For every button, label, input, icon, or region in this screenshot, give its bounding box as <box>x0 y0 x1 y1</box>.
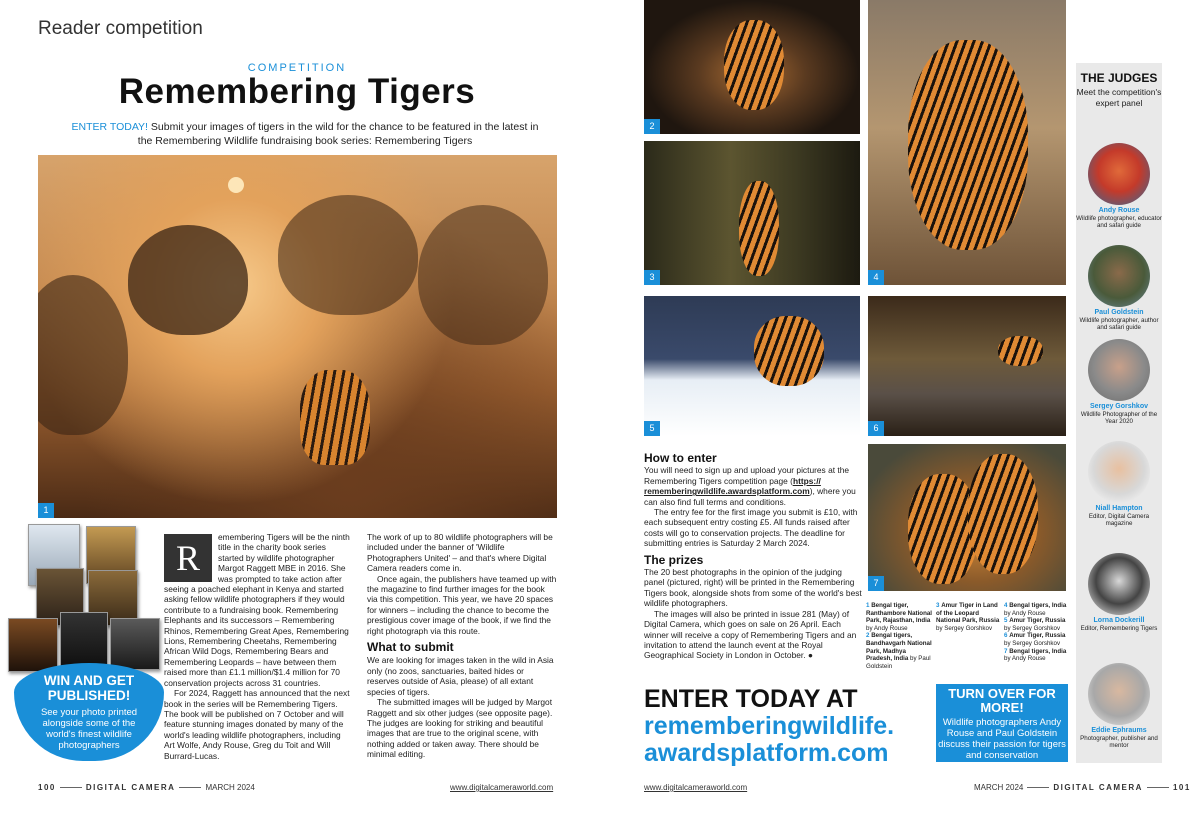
caption-column <box>936 602 1002 632</box>
subheading: The prizes <box>644 552 704 567</box>
tiger-photo <box>644 141 860 285</box>
competition-link[interactable]: https:// rememberingwildlife.awardsplatform.com <box>644 475 821 497</box>
subheading: How to enter <box>644 451 717 465</box>
text-run: ), where you can also find full terms and conditions. <box>644 486 856 507</box>
judge <box>1076 245 1162 331</box>
standfirst-accent: ENTER TODAY! <box>71 121 148 133</box>
judge-name: Niall Hampton <box>1095 505 1143 512</box>
caption-title: Bengal tigers, India <box>1009 647 1067 655</box>
enter-today-callout <box>644 686 964 767</box>
judge-name: Lorna Dockerill <box>1093 617 1145 624</box>
tiger-photo <box>868 296 1066 436</box>
tiger-photo <box>868 0 1066 285</box>
tiger-shape <box>739 181 779 276</box>
standfirst-text: Submit your images of tigers in the wild for the chance to be featured in the latest in the Remembering Wildlife fundraising book series: Remembering Tigers <box>137 121 539 147</box>
text-run: You will need to sign up and upload your pictures at the Remembering Tigers competition page ( <box>644 465 850 486</box>
right-page <box>600 0 1200 814</box>
folio-url-right <box>644 783 747 792</box>
tiger-shape <box>724 20 784 110</box>
caption-number: 3 <box>936 602 940 609</box>
caption <box>866 602 932 632</box>
magazine-name: DIGITAL CAMERA <box>1053 783 1143 792</box>
tree-shape <box>418 205 548 345</box>
photo-number: 7 <box>868 576 884 591</box>
caption-credit: by Andy Rouse <box>1004 655 1046 663</box>
tree-shape <box>128 225 248 335</box>
website-link[interactable]: www.digitalcameraworld.com <box>644 783 748 792</box>
caption-number: 2 <box>866 632 870 640</box>
caption <box>1004 648 1070 663</box>
body-paragraph: We are looking for images taken in the wild in Asia only (no zoos, sanctuaries, baited hides or reserves outside of Asia, please) of all extant species of tigers. <box>367 655 554 697</box>
folio-left <box>38 783 255 792</box>
body-paragraph: Once again, the publishers have teamed up with the magazine to find further images for the book via this competition. This year, we have 20 spaces for winners – including the chance to become the prestigious cover image of the book, if we find the right photograph via this route. <box>367 573 557 636</box>
badge-text: See your photo printed alongside some of the world's finest wildlife photographers <box>40 707 138 751</box>
caption-column <box>1004 602 1070 663</box>
judges-title: THE JUDGES <box>1080 71 1158 85</box>
body-column-1 <box>164 532 350 761</box>
photo-number: 1 <box>38 503 54 518</box>
caption <box>1004 617 1070 632</box>
photo-number: 6 <box>868 421 884 436</box>
caption <box>936 602 1002 632</box>
photo-number: 3 <box>644 270 660 285</box>
book-cover <box>8 618 58 672</box>
headline: Remembering Tigers <box>118 72 476 111</box>
enter-url-line-2[interactable]: awardsplatform.com <box>644 739 889 767</box>
body-paragraph: The submitted images will be judged by Margot Raggett and six other judges (see opposite page). The judges are looking for striking and beautiful images that are true to the original scene, with nothing added or taken away. There should be minimal editing. <box>367 697 553 760</box>
judge-avatar <box>1088 553 1150 615</box>
caption-credit: by Sergey Gorshkov <box>1004 624 1061 632</box>
body-column-2 <box>367 532 557 760</box>
judge-avatar <box>1088 441 1150 503</box>
caption-title: Bengal tigers, India <box>1009 602 1067 609</box>
tree-shape <box>278 195 418 315</box>
tiger-photo <box>644 0 860 134</box>
website-link[interactable]: www.digitalcameraworld.com <box>450 783 554 792</box>
caption-credit: by Sergey Gorshkov <box>1004 639 1061 647</box>
tiger-photo <box>644 296 860 436</box>
judge-role: Editor, Digital Camera magazine <box>1088 513 1150 528</box>
judges-subtitle: Meet the competition's expert panel <box>1076 87 1162 108</box>
caption-title: Bengal tigers, Bandhavgarh National Park, Madhya Pradesh, India <box>866 632 932 663</box>
caption-credit: by Paul Goldstein <box>866 655 931 670</box>
book-cover <box>60 612 108 670</box>
judge-avatar <box>1088 339 1150 401</box>
caption-number: 6 <box>1004 632 1008 640</box>
caption <box>1004 632 1070 647</box>
body-paragraph: The 20 best photographs in the opinion of the judging panel (pictured, right) will be printed in the Remembering Tigers book, alongside shots from some of the world's best wildlife photographers. <box>644 567 862 609</box>
judge <box>1076 143 1162 229</box>
judge <box>1076 663 1162 749</box>
body-paragraph: emembering Tigers will be the ninth title in the charity book series started by wildlife photographer Margot Raggett MBE in 2016. She was prompted to take action after seeing a poached elephant in Kenya and started asking fellow wildlife photographers if they would contribute to a fundraising book. Remembering Elephants and its successors – Remembering Rhinos, Remembering Great Apes, Remembering Lions, Remembering Cheetahs, Remembering African Wild Dogs, Remembering Bears and Remembering Leopards – have between them raised more than £1.1 million/$1.4 million for 70 conservation projects across 31 countries. <box>164 532 350 688</box>
win-badge <box>14 663 164 761</box>
how-to-enter <box>644 453 862 661</box>
caption-number: 5 <box>1004 617 1008 625</box>
judge-avatar <box>1088 143 1150 205</box>
judge <box>1076 339 1162 425</box>
tiger-shape <box>754 316 824 386</box>
body-paragraph: The entry fee for the first image you submit is £10, with each subsequent entry costing £5. All funds raised after costs will go to conservation projects. The deadline for submitting entries is Saturday 2 March 2024. <box>644 507 858 549</box>
judge-name: Sergey Gorshkov <box>1090 403 1148 410</box>
judge-role: Wildlife Photographer of the Year 2020 <box>1080 411 1158 426</box>
judge-role: Wildlife photographer, educator and safari guide <box>1076 215 1162 230</box>
caption-number: 7 <box>1004 647 1008 655</box>
caption-column <box>866 602 932 670</box>
subheading: What to submit <box>367 640 454 655</box>
page-number: 100 <box>38 783 56 792</box>
enter-url-line-1[interactable]: rememberingwildlife. <box>644 712 895 740</box>
caption <box>1004 602 1070 617</box>
caption-number: 4 <box>1004 602 1008 609</box>
body-paragraph <box>644 465 862 507</box>
judge-name: Paul Goldstein <box>1094 309 1144 316</box>
sun-shape <box>228 177 244 193</box>
judge <box>1076 441 1162 527</box>
judge-name: Andy Rouse <box>1098 207 1140 214</box>
badge-title: WIN AND GET PUBLISHED! <box>43 673 135 703</box>
main-tiger-photo <box>38 155 557 518</box>
caption <box>866 632 932 670</box>
standfirst <box>70 120 540 148</box>
caption-title: Bengal tiger, Ranthambore National Park, Rajasthan, India <box>866 602 933 625</box>
issue-date: MARCH 2024 <box>974 783 1024 792</box>
photo-number: 5 <box>644 421 660 436</box>
photo-number: 4 <box>868 270 884 285</box>
section-label: Reader competition <box>38 18 203 39</box>
caption-title: Amur Tiger in Land of the Leopard National Park, Russia <box>936 602 1000 625</box>
caption-number: 1 <box>866 602 870 609</box>
folio-url-left <box>450 783 553 792</box>
judge-avatar <box>1088 663 1150 725</box>
tiger-shape <box>300 370 370 465</box>
turn-over-text: Wildlife photographers Andy Rouse and Paul Goldstein discuss their passion for tigers and conservation <box>938 717 1066 761</box>
caption-credit: by Sergey Gorshkov <box>936 624 993 632</box>
body-paragraph: The work of up to 80 wildlife photographers will be included under the banner of 'Wildlife Photographers United' – and that's where Digital Camera readers come in. <box>367 532 553 574</box>
turn-over-title: TURN OVER FOR MORE! <box>948 686 1056 715</box>
photo-number: 2 <box>644 119 660 134</box>
book-covers <box>2 522 162 672</box>
tiger-shape <box>968 454 1038 574</box>
caption-title: Amur Tiger, Russia <box>1009 617 1066 625</box>
judge-role: Wildlife photographer, author and safari guide <box>1079 317 1159 332</box>
judge-role: Editor, Remembering Tigers <box>1080 625 1158 632</box>
judge <box>1076 553 1162 632</box>
folio-right <box>974 783 1191 792</box>
tree-shape <box>38 275 128 435</box>
caption-credit: by Andy Rouse <box>1004 609 1046 617</box>
caption-credit: by Andy Rouse <box>866 624 908 632</box>
body-paragraph: For 2024, Raggett has announced that the next book in the series will be Remembering Tigers. The book will be published on 7 October and will feature stunning images donated by many of the world's leading wildlife photographers, including Art Wolfe, Andy Rouse, Greg du Toit and Will Burrard-Lucas. <box>164 688 350 761</box>
judge-name: Eddie Ephraums <box>1091 727 1147 734</box>
judges-panel <box>1076 63 1162 763</box>
page-number: 101 <box>1172 783 1191 792</box>
caption-title: Amur Tiger, Russia <box>1009 632 1066 640</box>
judge-role: Photographer, publisher and mentor <box>1080 735 1158 750</box>
magazine-name: DIGITAL CAMERA <box>85 783 176 792</box>
issue-date: MARCH 2024 <box>205 783 255 792</box>
tiger-shape <box>908 40 1028 250</box>
judge-avatar <box>1088 245 1150 307</box>
dropcap: R <box>164 534 212 582</box>
turn-over-box <box>936 684 1068 762</box>
tiger-shape <box>998 336 1043 366</box>
kicker: COMPETITION <box>247 62 347 74</box>
tiger-photo <box>868 444 1066 591</box>
enter-line-1: ENTER TODAY AT <box>644 685 858 713</box>
book-cover <box>110 618 160 670</box>
body-paragraph: The images will also be printed in issue 281 (May) of Digital Camera, which goes on sale on 26 April. Each winner will receive a copy of Remembering Tigers and an invitation to attend the launch event at the Royal Geographical Society in London in October. ● <box>644 608 857 661</box>
